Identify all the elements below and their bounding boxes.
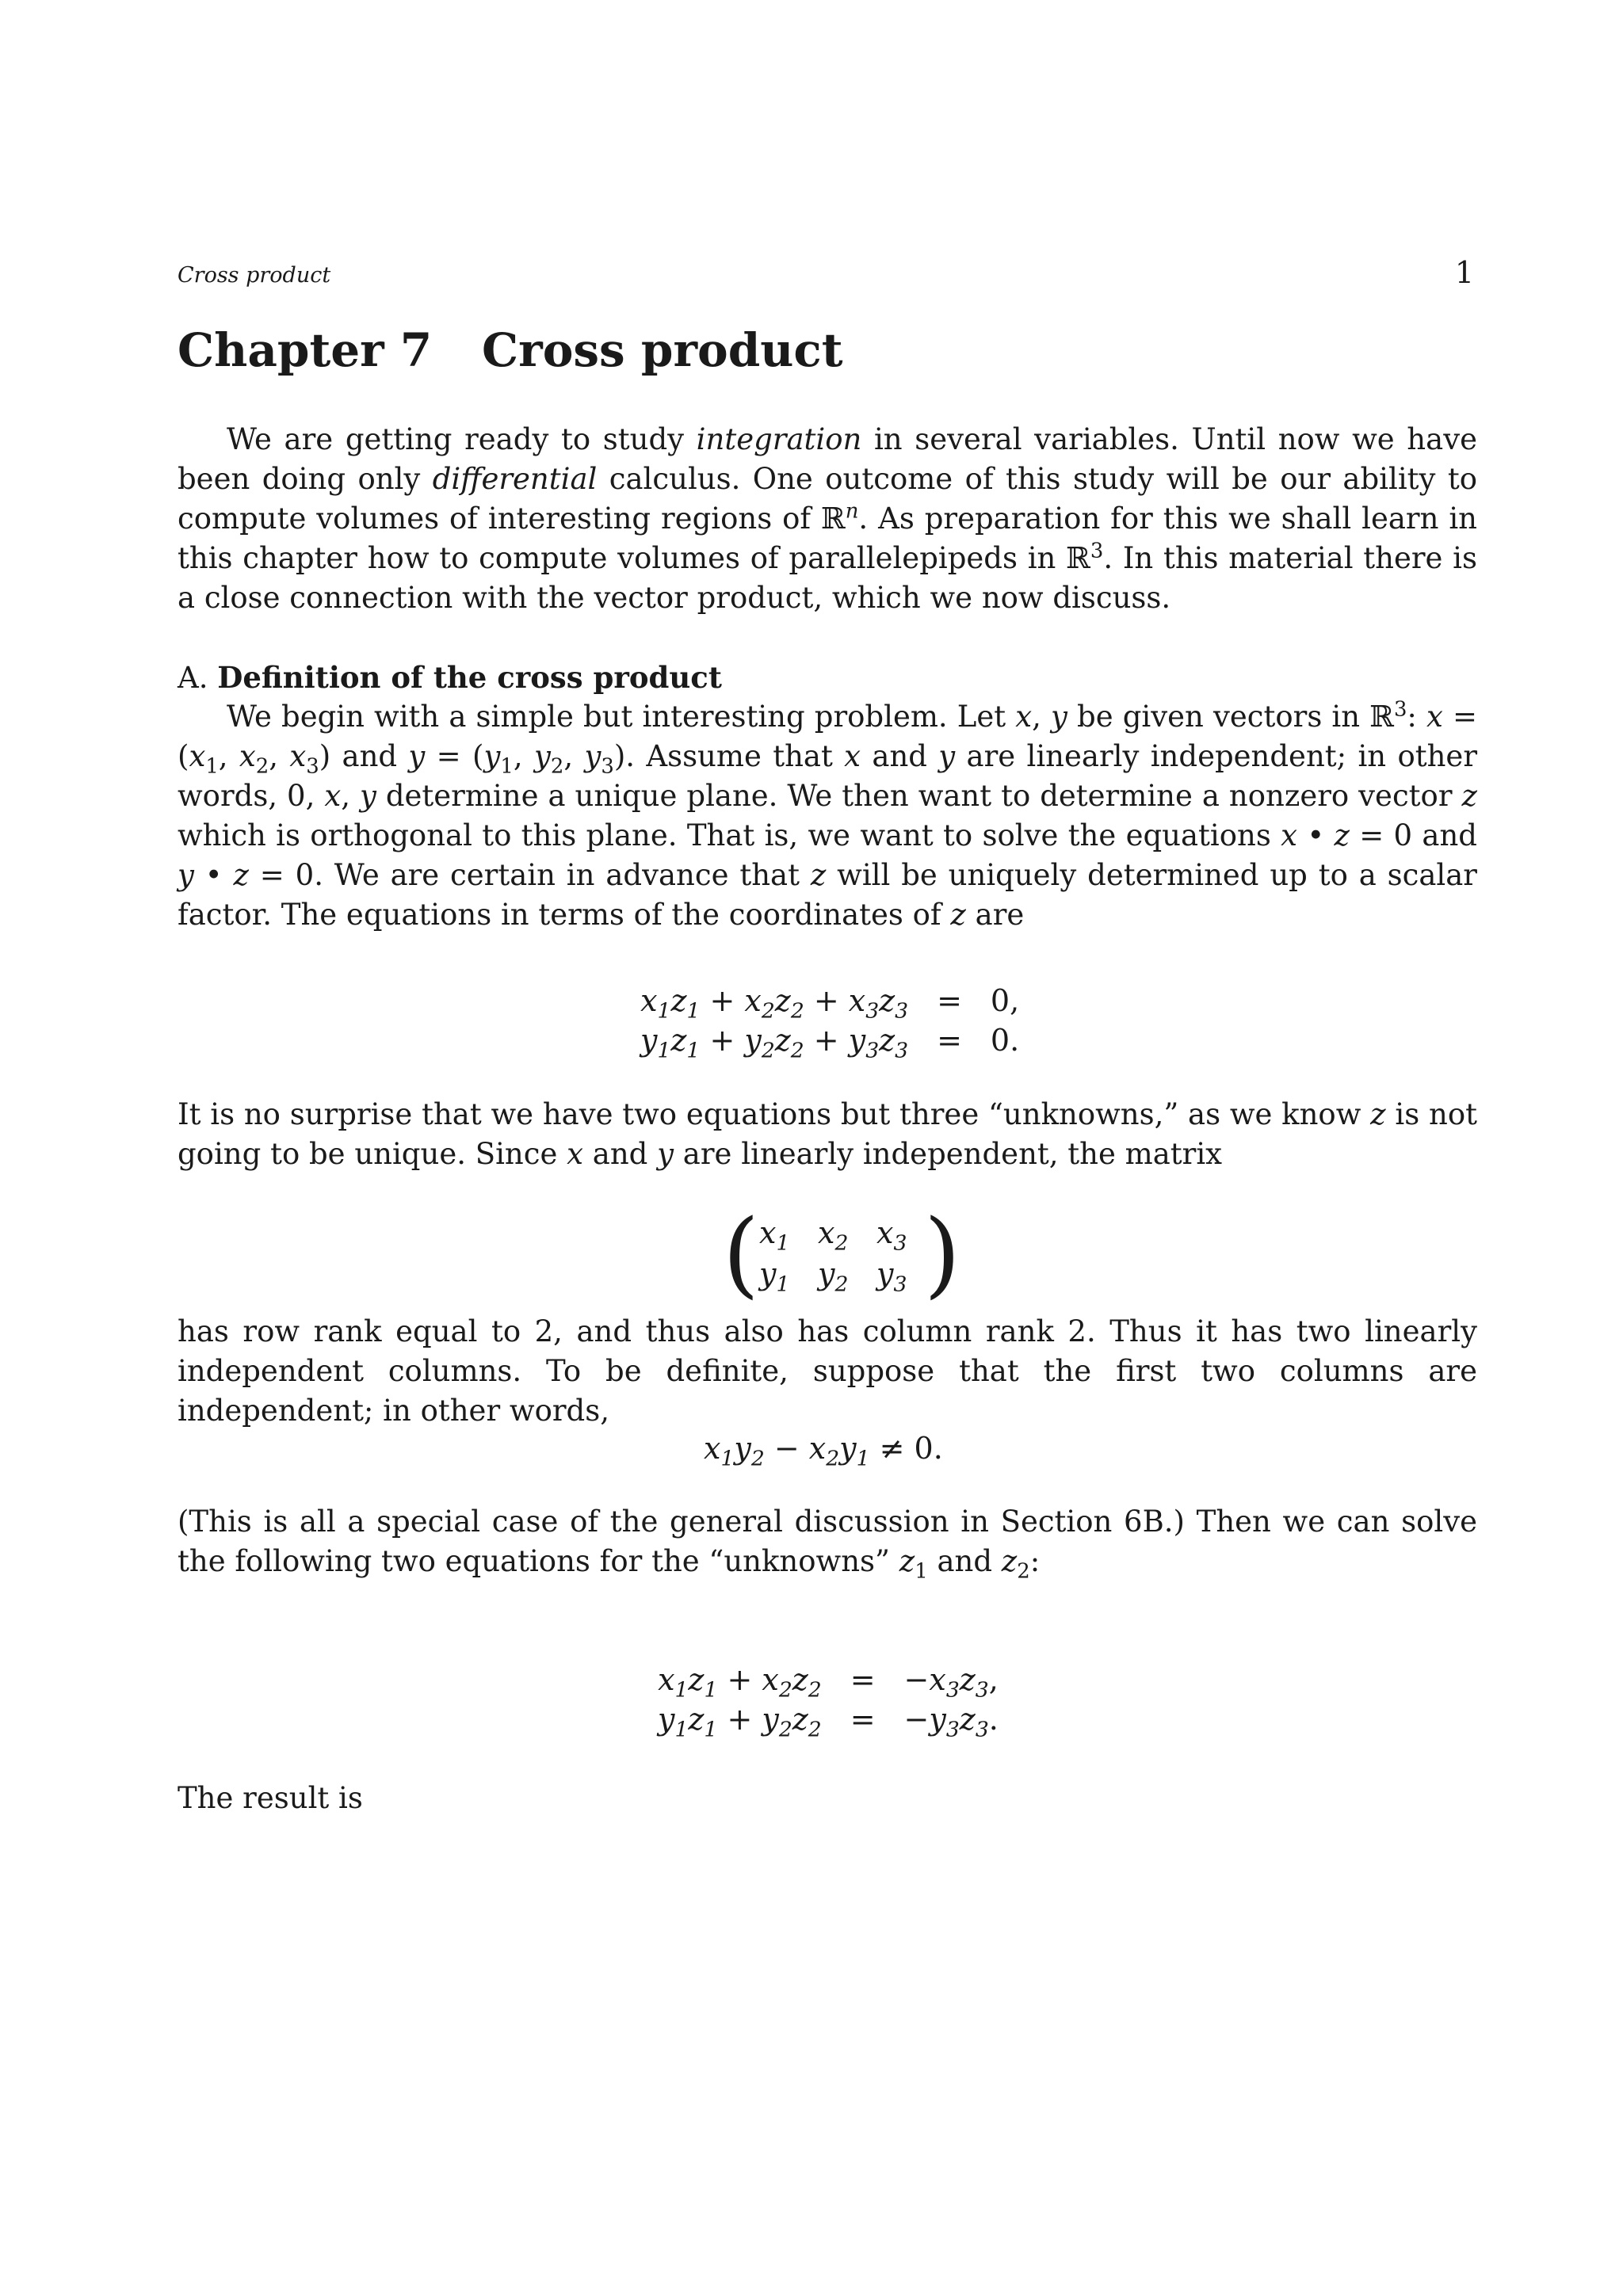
rank-paragraph: has row rank equal to 2, and thus also has column rank 2. Thus it has two linearly independent columns. To be definite, suppose that the first two columns are independent; in other words, [178,1314,1477,1428]
chapter-title [178,323,1477,377]
uniqueness-paragraph: It is no surprise that we have two equations but three “unknowns,” as we know z is not going to be unique. Since x and y are linearly independent, the matrix [178,1097,1477,1171]
emph-integration: integration [696,422,862,456]
coordinate-equations: $x_1z_1 + x_2z_2 + x_3z_3$ = 0, $y_1z_1 + y_2z_2 + y_3z_3$ = 0. [640,983,1020,1063]
section-title: Definition of the cross product [217,660,722,695]
section-reference-paragraph: (This is all a special case of the general discussion in Section 6B.) Then we can solve the following two equations for the “unknowns” $z_1$ and $z_2$: [178,1505,1477,1584]
running-head: Cross product [178,263,331,288]
reduced-equations: $x_1z_1 + x_2z_2$ = $-x_3z_3$, $y_1z_1 + y_2z_2$ = $-y_3z_3$. [658,1662,999,1742]
determinant-condition: $x_1y_2 - x_2y_1 \ne 0$. [704,1431,943,1471]
result-paragraph: The result is [178,1781,363,1815]
right-paren: ) [924,1199,961,1308]
emph-differential: differential [432,462,598,496]
section-heading: A. Definition of the cross product [178,660,722,695]
left-paren: ( [723,1199,760,1308]
definition-paragraph: We begin with a simple but interesting problem. Let x, y be given vectors in ℝ$^3$: $x = (x_1$, $x_2$, $x_3$) and $y = (y_1$, $y_2$, $y_3$). Assume that x and y are linearly independent; in other words, 0, x, y determine a unique plane. We then want to determine a nonzero vector z which is orthogonal to this plane. That is, we want to solve the equations x • z = 0 and y • z = 0. We are certain in advance that z will be uniquely determined up to a scalar factor. The equations in terms of the coordinates of z are [178,697,1478,932]
coefficient-matrix: ( $x_1$ $x_2$ $x_3$ $y_1$ $y_2$ $y_3$ ) [723,1199,961,1308]
page-number: 1 [1454,255,1474,290]
chapter-label: Chapter 7 [178,323,433,377]
chapter-name: Cross product [482,323,843,377]
intro-paragraph: We are getting ready to study integration in several variables. Until now we have been doing only differential calculus. One outcome of this study will be our ability to compute volumes of interesting regions of ℝ$^n$. As preparation for this we shall learn in this chapter how to compute volumes of parallelepipeds in ℝ$^3$. In this material there is a close connection with the vector product, which we now discuss. [178,422,1478,615]
